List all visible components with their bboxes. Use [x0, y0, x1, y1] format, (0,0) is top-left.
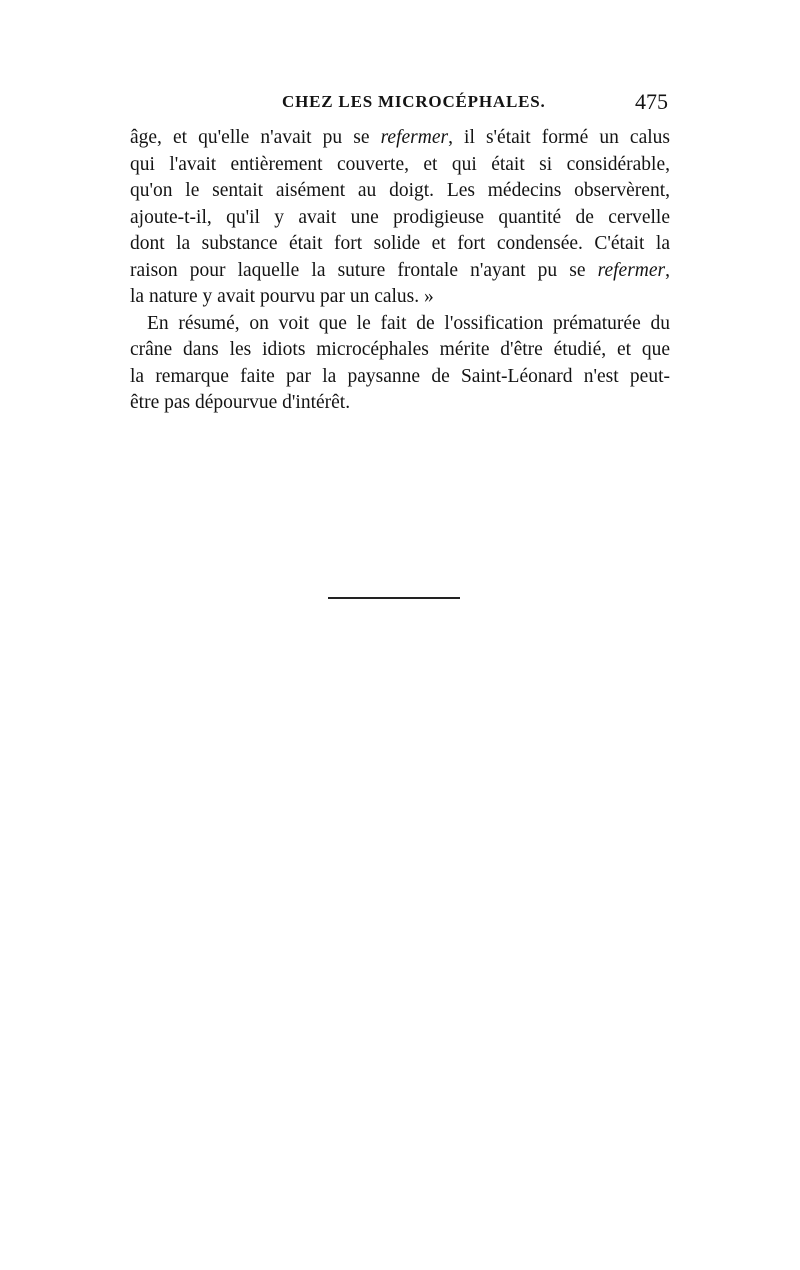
text-line-5: dont la substance était fort solide et fort condensée. C'était la — [130, 233, 670, 254]
text-line-1: âge, et qu'elle n'avait pu se refermer, il s'était formé un calus — [130, 127, 670, 148]
page-header — [130, 89, 670, 116]
text-line-9: crâne dans les idiots microcéphales mérite d'être étudié, et que — [130, 339, 670, 360]
text-line-2: qui l'avait entièrement couverte, et qui était si considérable, — [130, 153, 670, 175]
text-line-7: la nature y avait pourvu par un calus. » — [130, 286, 434, 307]
text-line-4: ajoute-t-il, qu'il y avait une prodigieuse quantité de cervelle — [130, 206, 670, 228]
running-head: CHEZ LES MICROCÉPHALES. — [282, 92, 546, 111]
section-end-rule — [328, 597, 460, 599]
text-line-8: En résumé, on voit que le fait de l'ossification prématurée du — [147, 312, 670, 334]
text-line-3: qu'on le sentait aisément au doigt. Les médecins observèrent, — [130, 180, 670, 201]
text-line-11: être pas dépourvue d'intérêt. — [130, 392, 351, 413]
page-number: 475 — [635, 89, 668, 114]
text-line-10: la remarque faite par la paysanne de Saint-Léonard n'est peut- — [130, 365, 670, 387]
body-text — [130, 125, 670, 417]
text-line-6: raison pour laquelle la suture frontale n'ayant pu se refermer, — [130, 259, 670, 281]
